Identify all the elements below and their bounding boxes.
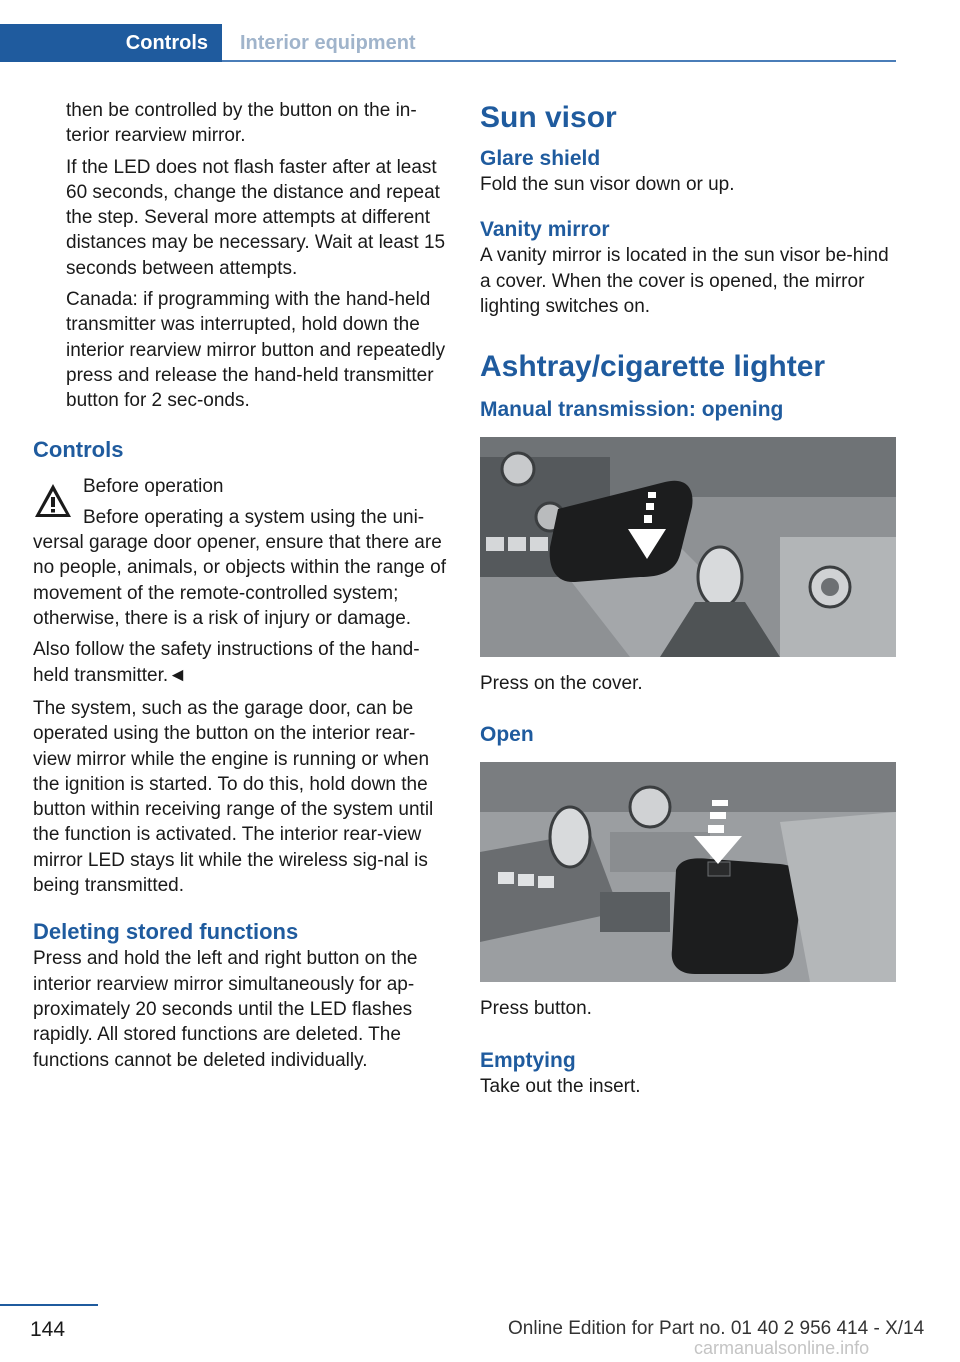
paragraph-deleting: Press and hold the left and right button on the interior rearview mirror simultaneously for ap‐proximately 20 seconds until the LED flashes rapidly. All stored functions are deleted. The functions cannot be deleted individually. (33, 948, 418, 1071)
warning-text-2: Also follow the safety instructions of the hand‐held transmitter.◄ (33, 639, 420, 686)
title-ashtray: Ashtray/cigarette lighter (480, 350, 826, 384)
paragraph-led-retry: If the LED does not flash faster after at least 60 seconds, change the distance and repeat the step. Several more attempts at different distances may be necessary. Wait at least 15 seconds between attempts. (66, 156, 446, 279)
page-number-rule (0, 1304, 98, 1306)
text-glare-shield: Fold the sun visor down or up. (480, 174, 735, 195)
heading-emptying: Emptying (480, 1048, 576, 1072)
text-press-cover: Press on the cover. (480, 673, 643, 695)
warning-text: Before operating a system using the uni‐versal garage door opener, ensure that there are no people, animals, or objects within the range of movement of the remote-controlled system; otherwise, there is a risk of injury or damage. (33, 506, 446, 630)
page-header (0, 24, 896, 62)
left-column (33, 98, 448, 1073)
paragraph-operation: The system, such as the garage door, can be operated using the button on the interior rear‐view mirror while the engine is running or when the ignition is started. To do this, hold down the button within receiving range of the system until the function is activated. The interior rear‐view mirror LED stays lit while the wireless sig‐nal is being transmitted. (33, 697, 434, 897)
warning-title: Before operation (83, 475, 224, 497)
heading-vanity-mirror: Vanity mirror (480, 218, 610, 242)
image-ashtray-open (480, 762, 896, 982)
heading-controls: Controls (33, 436, 124, 462)
watermark: carmanualsonline.info (694, 1338, 870, 1358)
right-column (480, 98, 896, 1099)
warning-box (33, 474, 448, 688)
title-sun-visor: Sun visor (480, 101, 617, 134)
text-emptying: Take out the insert. (480, 1075, 641, 1097)
header-subsection[interactable]: Interior equipment (240, 32, 416, 54)
header-section-tab[interactable]: Controls (0, 24, 222, 62)
heading-glare-shield: Glare shield (480, 147, 601, 170)
edition-note: Online Edition for Part no. 01 40 2 956 414 - X/14 (508, 1318, 925, 1339)
heading-deleting-functions: Deleting stored functions (33, 919, 299, 945)
paragraph-mirror-control: then be controlled by the button on the in‐terior rearview mirror. (66, 100, 417, 147)
text-press-button: Press button. (480, 998, 592, 1020)
warning-icon (33, 482, 73, 520)
image-ashtray-cover (480, 437, 896, 657)
paragraph-canada: Canada: if programming with the hand‐held transmitter was interrupted, hold down the interior rearview mirror button and repeatedly press and release the hand-held transmitter button for 2 sec‐onds. (66, 289, 446, 412)
header-rule (222, 60, 896, 62)
page-number: 144 (30, 1318, 66, 1341)
text-vanity-mirror: A vanity mirror is located in the sun visor be‐hind a cover. When the cover is opened, the mirror lighting switches on. (480, 245, 889, 317)
heading-open: Open (480, 723, 534, 747)
heading-manual-transmission: Manual transmission: opening (480, 398, 784, 422)
